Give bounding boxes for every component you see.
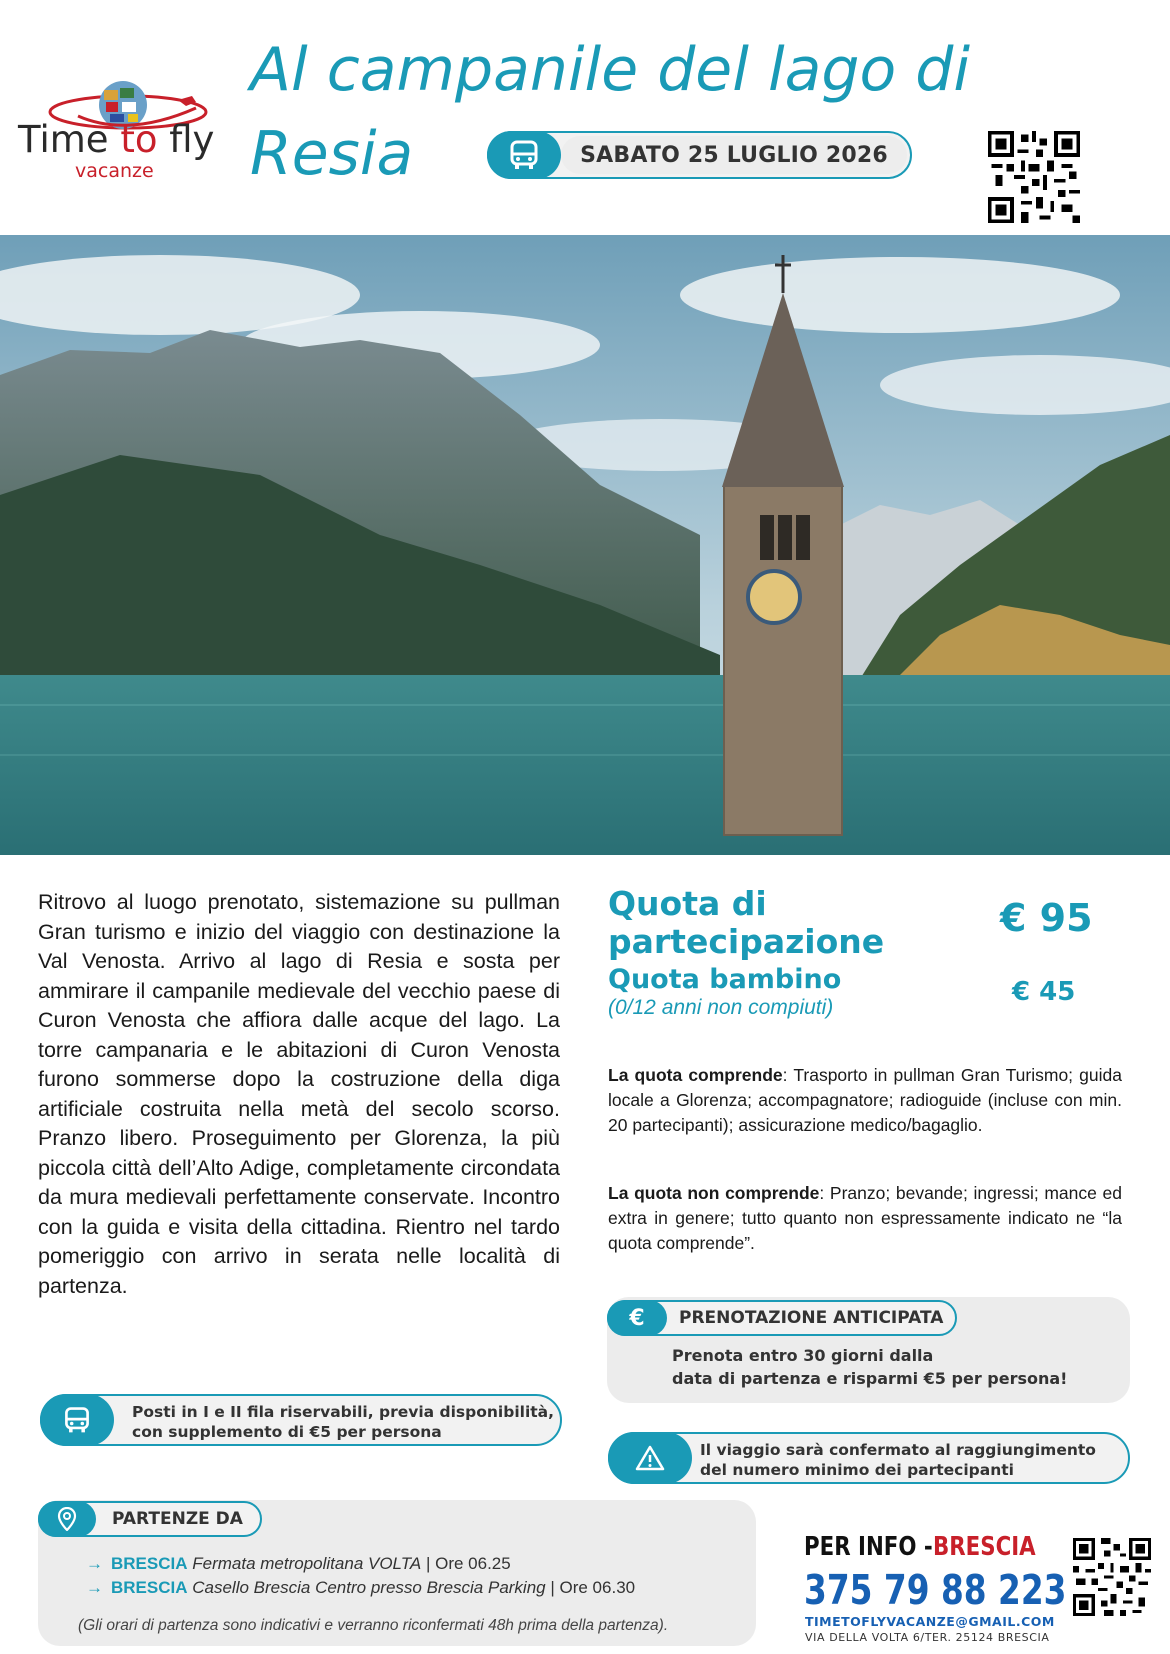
euro-icon: € xyxy=(607,1300,667,1336)
departures-badge xyxy=(38,1501,262,1537)
seats-notice xyxy=(40,1394,562,1446)
bus-icon xyxy=(487,131,561,179)
confirmation-notice xyxy=(608,1432,1130,1484)
warning-icon xyxy=(608,1432,692,1484)
child-quota-price: € 45 xyxy=(1012,977,1076,1007)
child-quota-note: (0/12 anni non compiuti) xyxy=(608,996,834,1019)
child-quota-label: Quota bambino xyxy=(608,964,842,995)
hero-photo-lake-resia xyxy=(0,235,1170,855)
departures-note: (Gli orari di partenza sono indicativi e verranno riconfermati 48h prima della partenza). xyxy=(78,1617,669,1634)
confirmation-text: Il viaggio sarà confermato al raggiungimento del numero minimo dei partecipanti xyxy=(700,1441,1096,1479)
quota-price: € 95 xyxy=(1000,896,1093,940)
departure-item: → BRESCIA Fermata metropolitana VOLTA | Ore 06.25 xyxy=(86,1554,511,1573)
early-booking-title: PRENOTAZIONE ANTICIPATA xyxy=(679,1308,944,1328)
trip-date: SABATO 25 LUGLIO 2026 xyxy=(580,142,888,168)
departure-item: → BRESCIA Casello Brescia Centro presso Brescia Parking | Ore 06.30 xyxy=(86,1578,636,1597)
qr-code-icon[interactable] xyxy=(988,131,1080,223)
contact-address: VIA DELLA VOLTA 6/TER. 25124 BRESCIA xyxy=(805,1631,1050,1644)
trip-description: Ritrovo al luogo prenotato, sistemazione su pullman Gran turismo e inizio del viaggio con destinazione la Val Venosta. Arrivo al lago di Resia e sosta per ammirare il campanile medievale del vecchio paese di Curon Venosta che affiora dalle acque del lago. La torre campanaria e le abitazioni di Curon Venosta furono sommerse dopo la costruzione della diga artificiale costruita nella metà del secolo scorso. Pranzo libero. Proseguimento per Glorenza, la più piccola città dell’Alto Adige, completamente circondata da mura medievali perfettamente conservate. Incontro con la guida e visita della cittadina. Rientro nel tardo pomeriggio con arrivo in serata nelle località di partenza. xyxy=(38,890,560,1298)
bus-icon xyxy=(40,1394,114,1446)
arrow-right-icon: → xyxy=(86,1578,103,1597)
info-city: BRESCIA xyxy=(933,1532,1036,1562)
included-text: La quota comprende: Trasporto in pullman Gran Turismo; guida locale a Glorenza; accompagnatore; radioguide (incluse con min. 20 partecipanti); assicurazione medico/bagaglio. xyxy=(608,1065,1122,1135)
info-label: PER INFO - xyxy=(804,1532,933,1562)
seats-notice-text: Posti in I e II fila riservabili, previa disponibilità, con supplemento di €5 per persona xyxy=(132,1403,555,1441)
early-booking-badge xyxy=(607,1300,957,1336)
contact-phone[interactable]: 375 79 88 223 xyxy=(804,1566,1067,1614)
early-booking-text: Prenota entro 30 giorni dalla data di partenza e risparmi €5 per persona! xyxy=(672,1346,1068,1388)
location-pin-icon xyxy=(38,1501,96,1537)
arrow-right-icon: → xyxy=(86,1554,103,1573)
excluded-text: La quota non comprende: Pranzo; bevande; ingressi; mance ed extra in genere; tutto quanto non espressamente indicato ne “la quota comprende”. xyxy=(608,1183,1122,1253)
date-badge xyxy=(487,131,912,179)
departures-title: PARTENZE DA xyxy=(112,1509,243,1529)
title-line-2: Resia xyxy=(250,119,414,189)
qr-code-icon[interactable] xyxy=(1073,1538,1151,1616)
quota-label: Quota di partecipazione xyxy=(608,884,885,961)
included-label: La quota comprende xyxy=(608,1065,783,1085)
brand-name: Time to fly xyxy=(18,118,215,161)
title-line-1: Al campanile del lago di xyxy=(250,35,970,105)
contact-email[interactable]: TIMETOFLYVACANZE@GMAIL.COM xyxy=(805,1614,1055,1629)
brand-subtitle: vacanze xyxy=(75,160,154,182)
excluded-label: La quota non comprende xyxy=(608,1183,820,1203)
